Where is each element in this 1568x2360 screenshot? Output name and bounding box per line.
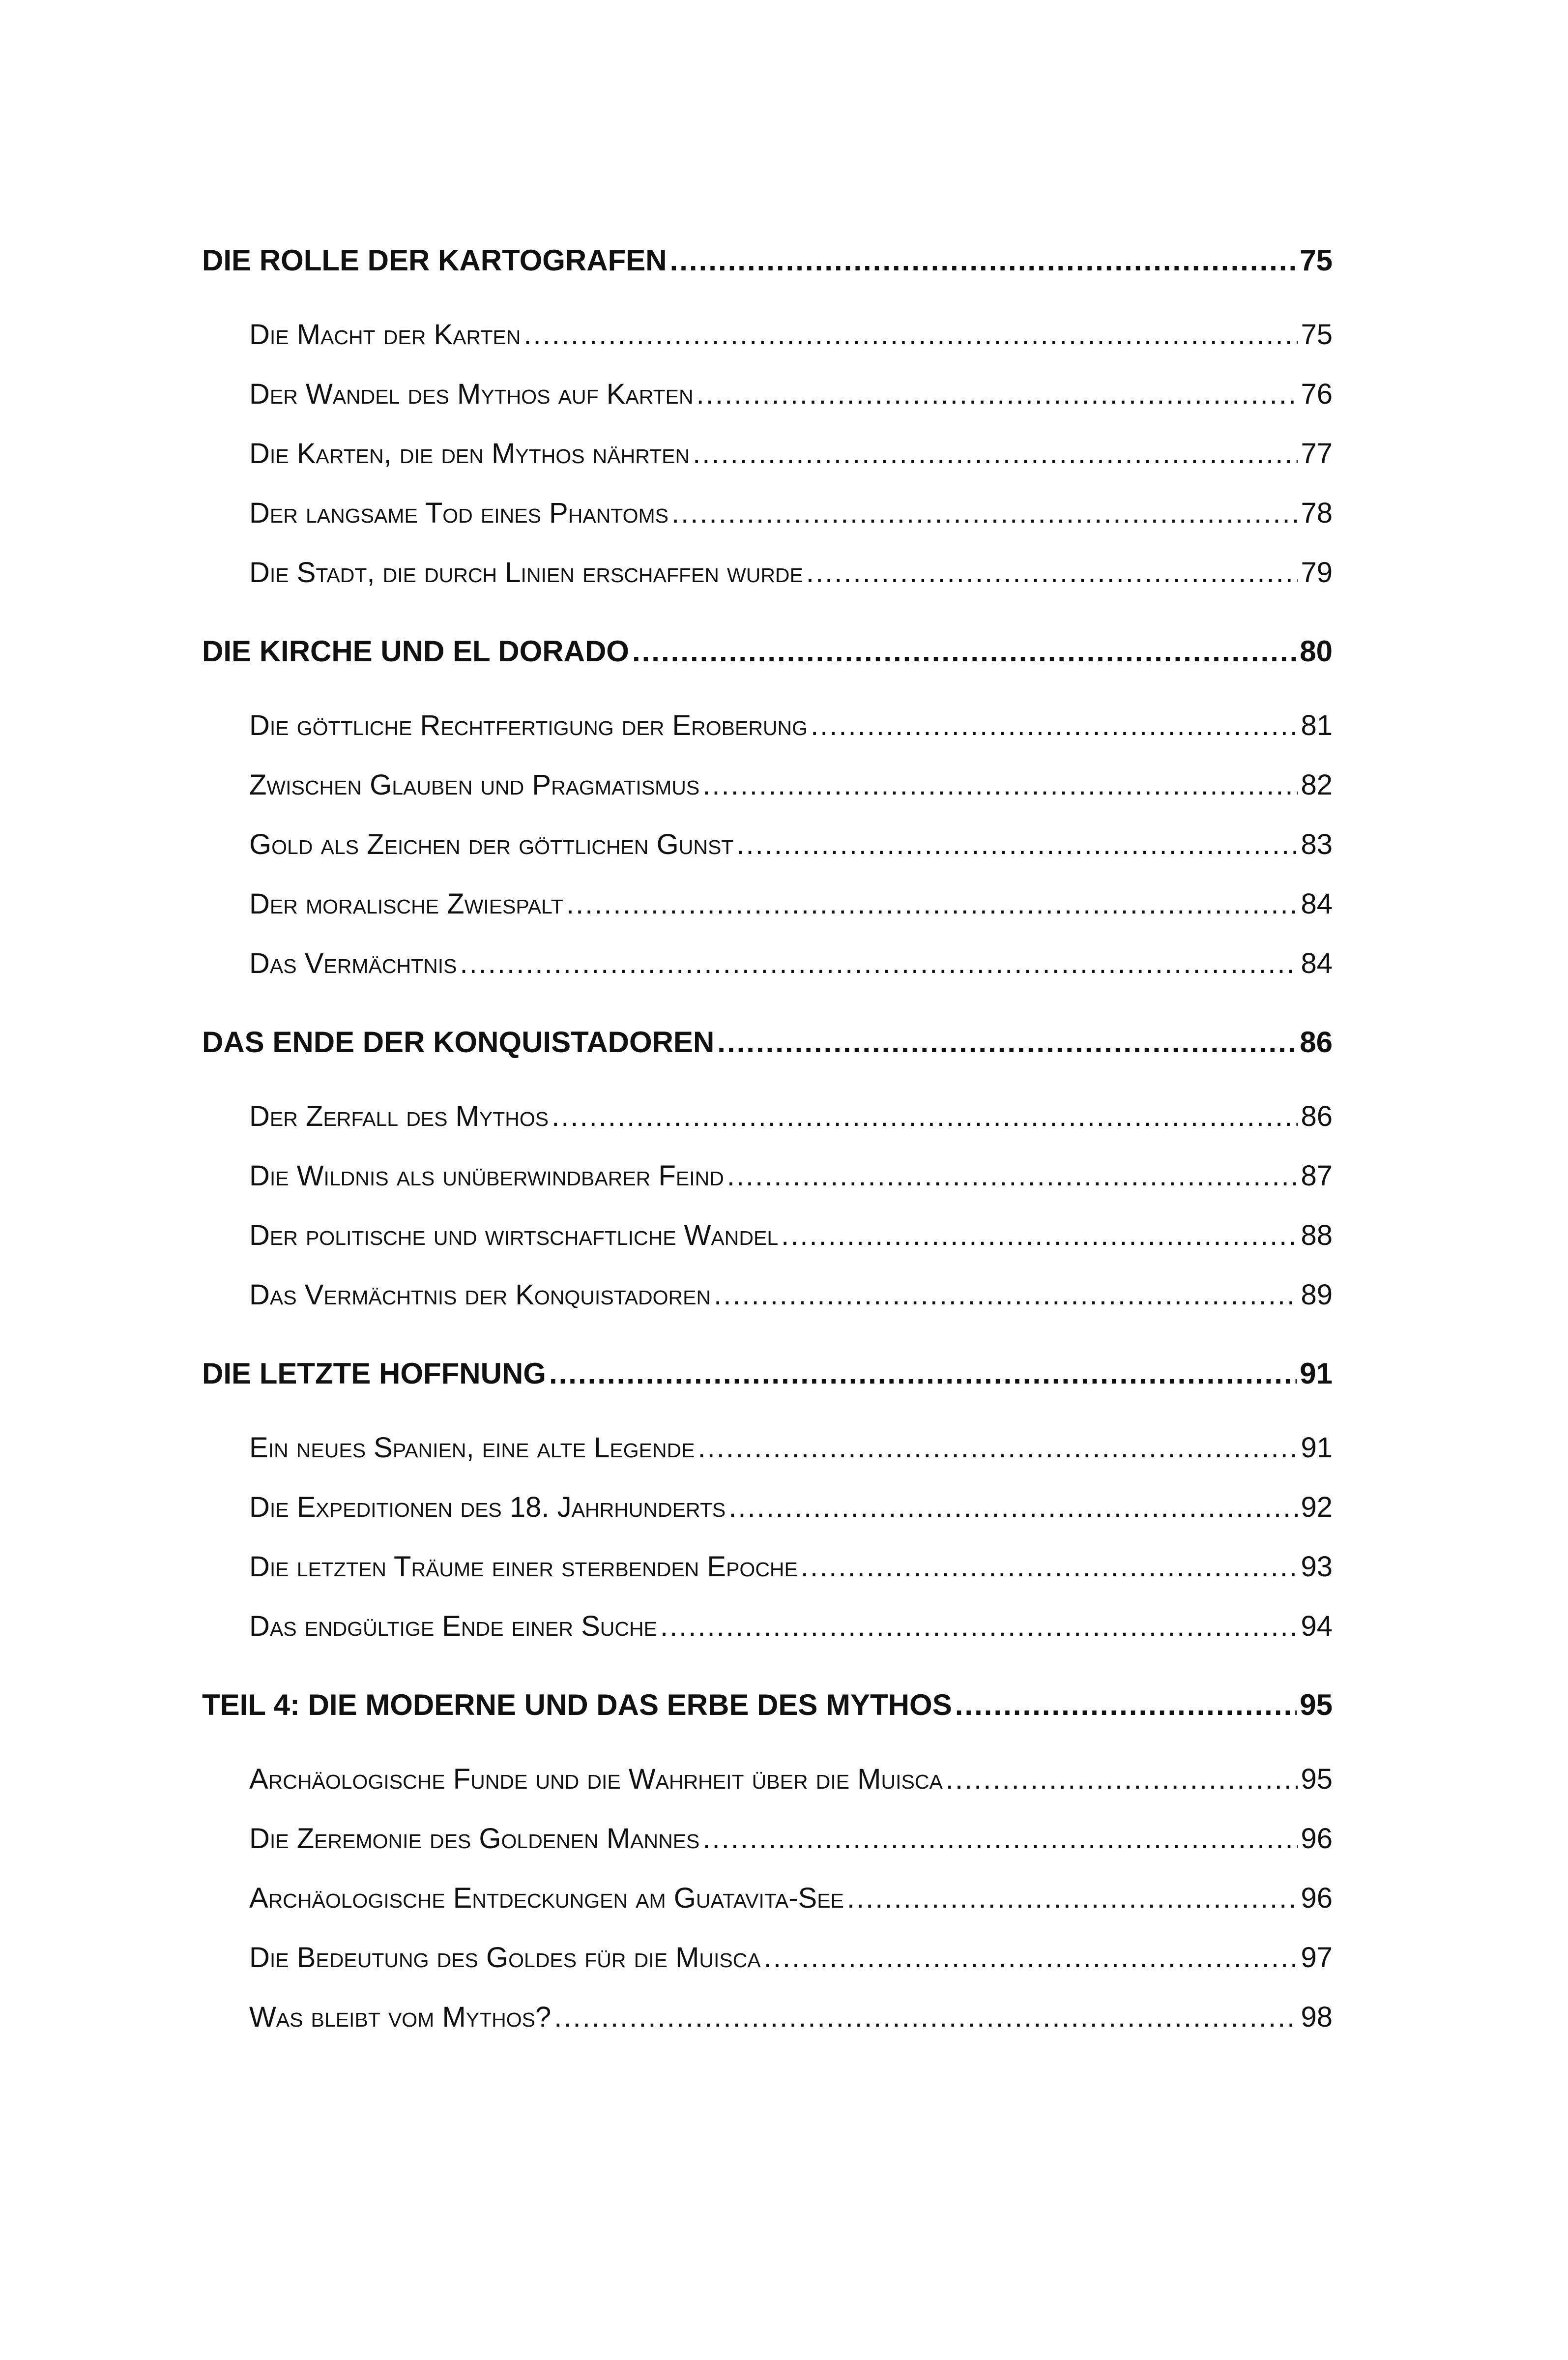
- section-title: Archäologische Entdeckungen am Guatavita-See: [249, 1882, 844, 1914]
- section-title: Zwischen Glauben und Pragmatismus: [249, 769, 700, 801]
- dot-leader: [764, 1928, 1298, 1987]
- toc-section[interactable]: [202, 1265, 1333, 1325]
- section-title: Die Karten, die den Mythos nährten: [249, 438, 690, 470]
- page-number: 91: [1301, 1432, 1333, 1464]
- dot-leader: [670, 231, 1297, 290]
- toc-section[interactable]: [202, 424, 1333, 483]
- dot-leader: [660, 1596, 1298, 1656]
- dot-leader: [806, 543, 1298, 602]
- page-number: 76: [1301, 378, 1333, 410]
- toc-section[interactable]: [202, 1146, 1333, 1206]
- dot-leader: [693, 424, 1298, 483]
- section-title: Die Macht der Karten: [249, 319, 521, 351]
- toc-section[interactable]: [202, 483, 1333, 543]
- section-title: Ein neues Spanien, eine alte Legende: [249, 1432, 695, 1464]
- page-number: 93: [1301, 1551, 1333, 1583]
- toc-section[interactable]: [202, 1987, 1333, 2047]
- page-number: 84: [1301, 947, 1333, 979]
- chapter-title: DAS ENDE DER KONQUISTADOREN: [202, 1026, 715, 1059]
- page-number: 95: [1300, 1688, 1333, 1721]
- dot-leader: [632, 622, 1297, 681]
- page-number: 98: [1301, 2001, 1333, 2033]
- section-title: Das endgültige Ende einer Suche: [249, 1610, 657, 1642]
- toc-section[interactable]: [202, 1928, 1333, 1987]
- section-title: Die Expeditionen des 18. Jahrhunderts: [249, 1491, 726, 1523]
- page-number: 94: [1301, 1610, 1333, 1642]
- toc-section[interactable]: [202, 1596, 1333, 1656]
- dot-leader: [460, 934, 1298, 993]
- page-number: 78: [1301, 497, 1333, 529]
- chapter-title: DIE KIRCHE UND EL DORADO: [202, 635, 629, 668]
- dot-leader: [801, 1537, 1298, 1596]
- page-number: 96: [1301, 1823, 1333, 1855]
- section-title: Die Bedeutung des Goldes für die Muisca: [249, 1942, 761, 1974]
- dot-leader: [728, 1477, 1298, 1537]
- dot-leader: [727, 1146, 1298, 1206]
- toc-chapter[interactable]: [202, 1676, 1333, 1735]
- page-number: 92: [1301, 1491, 1333, 1523]
- page-number: 95: [1301, 1763, 1333, 1795]
- section-title: Archäologische Funde und die Wahrheit über die Muisca: [249, 1763, 943, 1795]
- dot-leader: [714, 1265, 1298, 1325]
- page-number: 75: [1300, 244, 1333, 277]
- dot-leader: [702, 755, 1298, 815]
- page-number: 81: [1301, 709, 1333, 741]
- page-number: 79: [1301, 557, 1333, 589]
- dot-leader: [811, 696, 1298, 755]
- page-number: 77: [1301, 438, 1333, 470]
- toc-section[interactable]: [202, 815, 1333, 874]
- page-number: 88: [1301, 1219, 1333, 1251]
- chapter-title: DIE LETZTE HOFFNUNG: [202, 1357, 546, 1390]
- dot-leader: [847, 1868, 1298, 1928]
- section-title: Gold als Zeichen der göttlichen Gunst: [249, 828, 734, 860]
- toc-section[interactable]: [202, 934, 1333, 993]
- toc-section[interactable]: [202, 1868, 1333, 1928]
- page-number: 80: [1300, 635, 1333, 668]
- toc-chapter[interactable]: [202, 1344, 1333, 1403]
- toc-section[interactable]: [202, 1809, 1333, 1868]
- section-title: Das Vermächtnis: [249, 947, 457, 979]
- toc-chapter[interactable]: [202, 622, 1333, 681]
- toc-section[interactable]: [202, 755, 1333, 815]
- dot-leader: [702, 1809, 1298, 1868]
- page-number: 96: [1301, 1882, 1333, 1914]
- toc-section[interactable]: [202, 1477, 1333, 1537]
- page-number: 83: [1301, 828, 1333, 860]
- toc-section[interactable]: [202, 874, 1333, 934]
- section-title: Der langsame Tod eines Phantoms: [249, 497, 669, 529]
- toc-section[interactable]: [202, 1206, 1333, 1265]
- toc-chapter[interactable]: [202, 231, 1333, 290]
- section-title: Der politische und wirtschaftliche Wandel: [249, 1219, 779, 1251]
- dot-leader: [523, 305, 1298, 364]
- page-number: 87: [1301, 1160, 1333, 1192]
- page-number: 86: [1300, 1026, 1333, 1059]
- table-of-contents: [202, 231, 1333, 2047]
- chapter-title: TEIL 4: DIE MODERNE UND DAS ERBE DES MYTHOS: [202, 1688, 952, 1721]
- dot-leader: [549, 1344, 1297, 1403]
- dot-leader: [698, 1418, 1298, 1477]
- chapter-title: DIE ROLLE DER KARTOGRAFEN: [202, 244, 667, 277]
- toc-section[interactable]: [202, 696, 1333, 755]
- section-title: Die Wildnis als unüberwindbarer Feind: [249, 1160, 724, 1192]
- dot-leader: [736, 815, 1298, 874]
- toc-section[interactable]: [202, 1418, 1333, 1477]
- toc-section[interactable]: [202, 1537, 1333, 1596]
- dot-leader: [781, 1206, 1298, 1265]
- section-title: Das Vermächtnis der Konquistadoren: [249, 1279, 711, 1311]
- dot-leader: [552, 1087, 1298, 1146]
- toc-section[interactable]: [202, 1749, 1333, 1809]
- toc-section[interactable]: [202, 543, 1333, 602]
- section-title: Der Zerfall des Mythos: [249, 1100, 549, 1132]
- toc-section[interactable]: [202, 364, 1333, 424]
- page-number: 91: [1300, 1357, 1333, 1390]
- page-number: 82: [1301, 769, 1333, 801]
- dot-leader: [955, 1676, 1297, 1735]
- page-number: 89: [1301, 1279, 1333, 1311]
- dot-leader: [697, 364, 1298, 424]
- dot-leader: [566, 874, 1298, 934]
- section-title: Der moralische Zwiespalt: [249, 888, 563, 920]
- section-title: Die Zeremonie des Goldenen Mannes: [249, 1823, 700, 1855]
- dot-leader: [554, 1987, 1298, 2047]
- dot-leader: [717, 1013, 1297, 1072]
- page-number: 86: [1301, 1100, 1333, 1132]
- section-title: Was bleibt vom Mythos?: [249, 2001, 552, 2033]
- page-number: 75: [1301, 319, 1333, 351]
- section-title: Die Stadt, die durch Linien erschaffen wurde: [249, 557, 803, 589]
- dot-leader: [946, 1749, 1298, 1809]
- section-title: Die letzten Träume einer sterbenden Epoche: [249, 1551, 798, 1583]
- dot-leader: [671, 483, 1298, 543]
- section-title: Die göttliche Rechtfertigung der Eroberung: [249, 709, 808, 741]
- toc-chapter[interactable]: [202, 1013, 1333, 1072]
- toc-section[interactable]: [202, 1087, 1333, 1146]
- section-title: Der Wandel des Mythos auf Karten: [249, 378, 694, 410]
- page-number: 97: [1301, 1942, 1333, 1974]
- toc-section[interactable]: [202, 305, 1333, 364]
- page-number: 84: [1301, 888, 1333, 920]
